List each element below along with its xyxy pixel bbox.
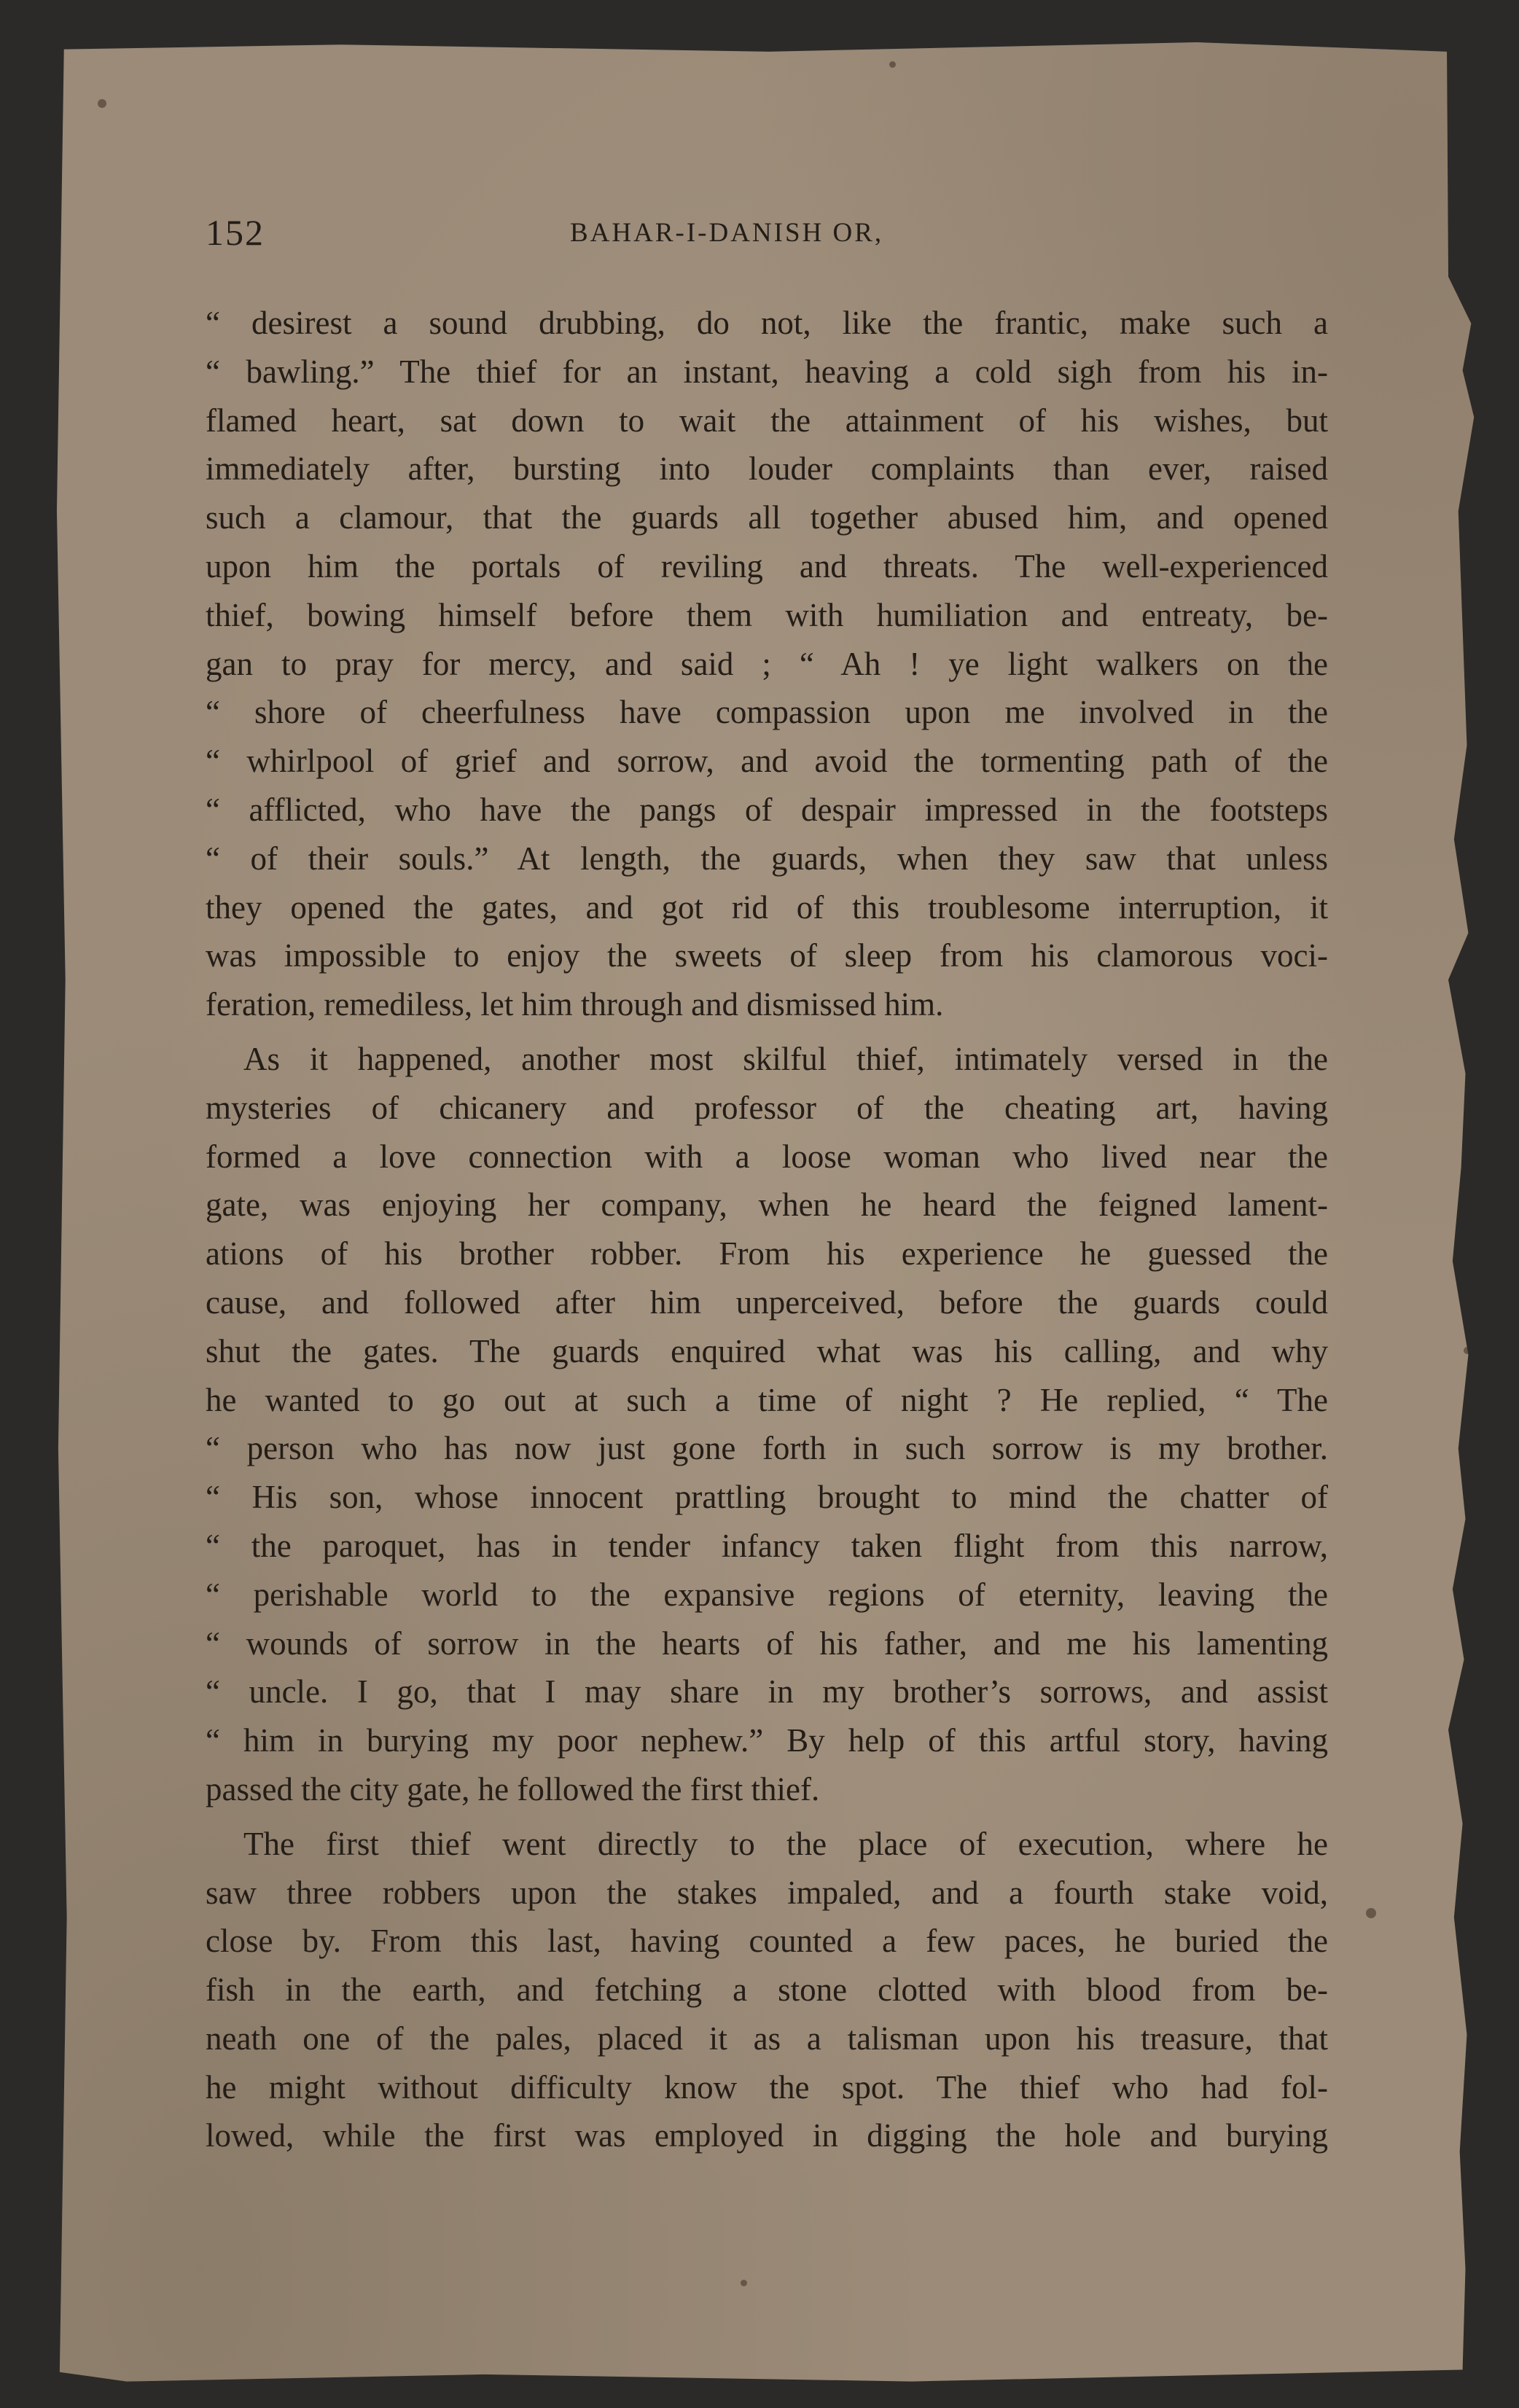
text-line: The first thief went directly to the place of execution, where he: [243, 1825, 1328, 1862]
paragraph-1: [206, 299, 1328, 1029]
text-line: fish in the earth, and fetching a stone clotted with blood from be-: [206, 1971, 1328, 2009]
text-line: neath one of the pales, placed it as a talisman upon his treasure, that: [206, 2020, 1328, 2057]
page-header: [206, 211, 1328, 262]
ink-spot: [98, 99, 106, 108]
text-line: “ bawling.” The thief for an instant, heaving a cold sigh from his in-: [206, 353, 1328, 390]
text-line: “ shore of cheerfulness have compassion upon me involved in the: [206, 694, 1328, 731]
paragraph-2: [206, 1035, 1328, 1814]
text-line: immediately after, bursting into louder complaints than ever, raised: [206, 450, 1328, 488]
text-line: cause, and followed after him unperceived, before the guards could: [206, 1283, 1328, 1321]
text-line: upon him the portals of reviling and threats. The well-experienced: [206, 547, 1328, 585]
paragraph-gap: [206, 1814, 1328, 1820]
ink-spot: [889, 61, 896, 68]
text-line: “ His son, whose innocent prattling brought to mind the chatter of: [206, 1479, 1328, 1516]
text-line: “ perishable world to the expansive regions of eternity, leaving the: [206, 1576, 1328, 1613]
text-line: flamed heart, sat down to wait the attainment of his wishes, but: [206, 402, 1328, 439]
text-line: ations of his brother robber. From his experience he guessed the: [206, 1235, 1328, 1273]
text-line: As it happened, another most skilful thief, intimately versed in the: [243, 1040, 1328, 1077]
text-line: saw three robbers upon the stakes impaled, and a fourth stake void,: [206, 1874, 1328, 1911]
text-line: formed a love connection with a loose woman who lived near the: [206, 1138, 1328, 1175]
text-line: mysteries of chicanery and professor of the cheating art, having: [206, 1089, 1328, 1126]
body-text: [206, 299, 1328, 2160]
text-line: “ afflicted, who have the pangs of despair impressed in the footsteps: [206, 791, 1328, 828]
text-line: shut the gates. The guards enquired what was his calling, and why: [206, 1332, 1328, 1369]
paragraph-3: [206, 1820, 1328, 2161]
text-line: gan to pray for mercy, and said ; “ Ah ! ye light walkers on the: [206, 645, 1328, 682]
text-line: he might without difficulty know the spot. The thief who had fol-: [206, 2068, 1328, 2106]
page-number: 152: [206, 212, 265, 253]
text-line: “ the paroquet, has in tender infancy taken flight from this narrow,: [206, 1527, 1328, 1564]
text-line: “ whirlpool of grief and sorrow, and avoid the tormenting path of the: [206, 743, 1328, 780]
text-line: was impossible to enjoy the sweets of sleep from his clamorous voci-: [206, 937, 1328, 974]
text-line: he wanted to go out at such a time of night ? He replied, “ The: [206, 1381, 1328, 1418]
text-line: thief, bowing himself before them with humiliation and entreaty, be-: [206, 596, 1328, 633]
text-line: close by. From this last, having counted a few paces, he buried the: [206, 1923, 1328, 1960]
text-line: “ uncle. I go, that I may share in my brother’s sorrows, and assist: [206, 1673, 1328, 1711]
text-line: “ him in burying my poor nephew.” By help of this artful story, having: [206, 1722, 1328, 1759]
text-line: “ of their souls.” At length, the guards, when they saw that unless: [206, 840, 1328, 877]
text-line: such a clamour, that the guards all together abused him, and opened: [206, 499, 1328, 536]
text-line: feration, remediless, let him through and dismissed him.: [206, 986, 944, 1023]
ink-spot: [1366, 1908, 1376, 1918]
text-line: “ wounds of sorrow in the hearts of his father, and me his lamenting: [206, 1625, 1328, 1662]
ink-spot: [741, 2280, 747, 2286]
ink-spot: [1464, 1347, 1471, 1354]
text-line: lowed, while the first was employed in digging the hole and burying: [206, 2117, 1328, 2154]
text-line: passed the city gate, he followed the first thief.: [206, 1770, 820, 1807]
paragraph-gap: [206, 1029, 1328, 1035]
text-line: “ desirest a sound drubbing, do not, like the frantic, make such a: [206, 305, 1328, 341]
text-line: they opened the gates, and got rid of this troublesome interruption, it: [206, 888, 1328, 926]
text-line: gate, was enjoying her company, when he heard the feigned lament-: [206, 1187, 1328, 1224]
running-title: BAHAR-I-DANISH OR,: [570, 218, 884, 248]
text-line: “ person who has now just gone forth in such sorrow is my brother.: [206, 1430, 1328, 1467]
